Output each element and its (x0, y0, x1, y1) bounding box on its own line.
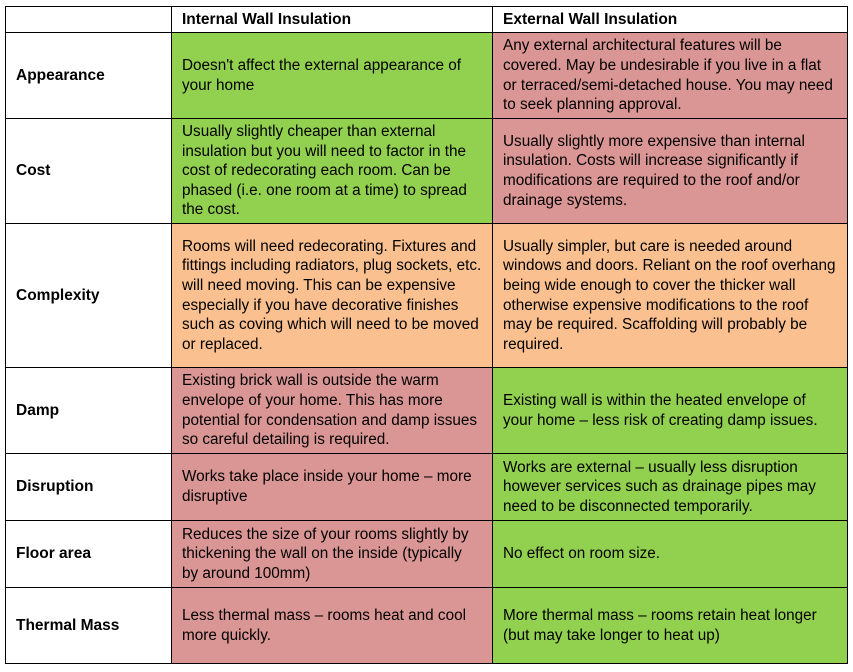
row-label-thermal-mass: Thermal Mass (6, 588, 172, 664)
row-label-floor-area: Floor area (6, 521, 172, 588)
internal-disruption-cell: Works take place inside your home – more disruptive (172, 454, 493, 521)
table-row (6, 368, 848, 454)
table-row (6, 33, 848, 119)
internal-cost-cell: Usually slightly cheaper than external insulation but you will need to factor in the cost of redecorating each room. Can be phased (i.e. one room at a time) to spread the cost. (172, 119, 493, 224)
external-complexity-cell: Usually simpler, but care is needed around windows and doors. Reliant on the roof overhang being wide enough to cover the thicker wall otherwise expensive modifications to the roof may be required. Scaffolding will probably be required. (493, 224, 848, 368)
external-column-header: External Wall Insulation (493, 7, 848, 33)
row-label-disruption: Disruption (6, 454, 172, 521)
external-appearance-cell: Any external architectural features will be covered. May be undesirable if you live in a flat or terraced/semi-detached house. You may need to seek planning approval. (493, 33, 848, 119)
internal-thermal-mass-cell: Less thermal mass – rooms heat and cool more quickly. (172, 588, 493, 664)
internal-damp-cell: Existing brick wall is outside the warm envelope of your home. This has more potential for condensation and damp issues so careful detailing is required. (172, 368, 493, 454)
corner-cell (6, 7, 172, 33)
external-disruption-cell: Works are external – usually less disruption however services such as drainage pipes may need to be disconnected temporarily. (493, 454, 848, 521)
table-row (6, 224, 848, 368)
row-label-cost: Cost (6, 119, 172, 224)
external-cost-cell: Usually slightly more expensive than internal insulation. Costs will increase significantly if modifications are required to the roof and/or drainage systems. (493, 119, 848, 224)
external-thermal-mass-cell: More thermal mass – rooms retain heat longer (but may take longer to heat up) (493, 588, 848, 664)
internal-floor-area-cell: Reduces the size of your rooms slightly by thickening the wall on the inside (typically by around 100mm) (172, 521, 493, 588)
internal-appearance-cell: Doesn't affect the external appearance of your home (172, 33, 493, 119)
row-label-appearance: Appearance (6, 33, 172, 119)
row-label-complexity: Complexity (6, 224, 172, 368)
table-row (6, 454, 848, 521)
table-row (6, 588, 848, 664)
insulation-comparison-table (5, 6, 848, 664)
table-row (6, 521, 848, 588)
row-label-damp: Damp (6, 368, 172, 454)
external-floor-area-cell: No effect on room size. (493, 521, 848, 588)
header-row (6, 7, 848, 33)
table-row (6, 119, 848, 224)
external-damp-cell: Existing wall is within the heated envelope of your home – less risk of creating damp issues. (493, 368, 848, 454)
internal-column-header: Internal Wall Insulation (172, 7, 493, 33)
internal-complexity-cell: Rooms will need redecorating. Fixtures and fittings including radiators, plug sockets, etc. will need moving. This can be expensive especially if you have decorative finishes such as coving which will need to be moved or replaced. (172, 224, 493, 368)
